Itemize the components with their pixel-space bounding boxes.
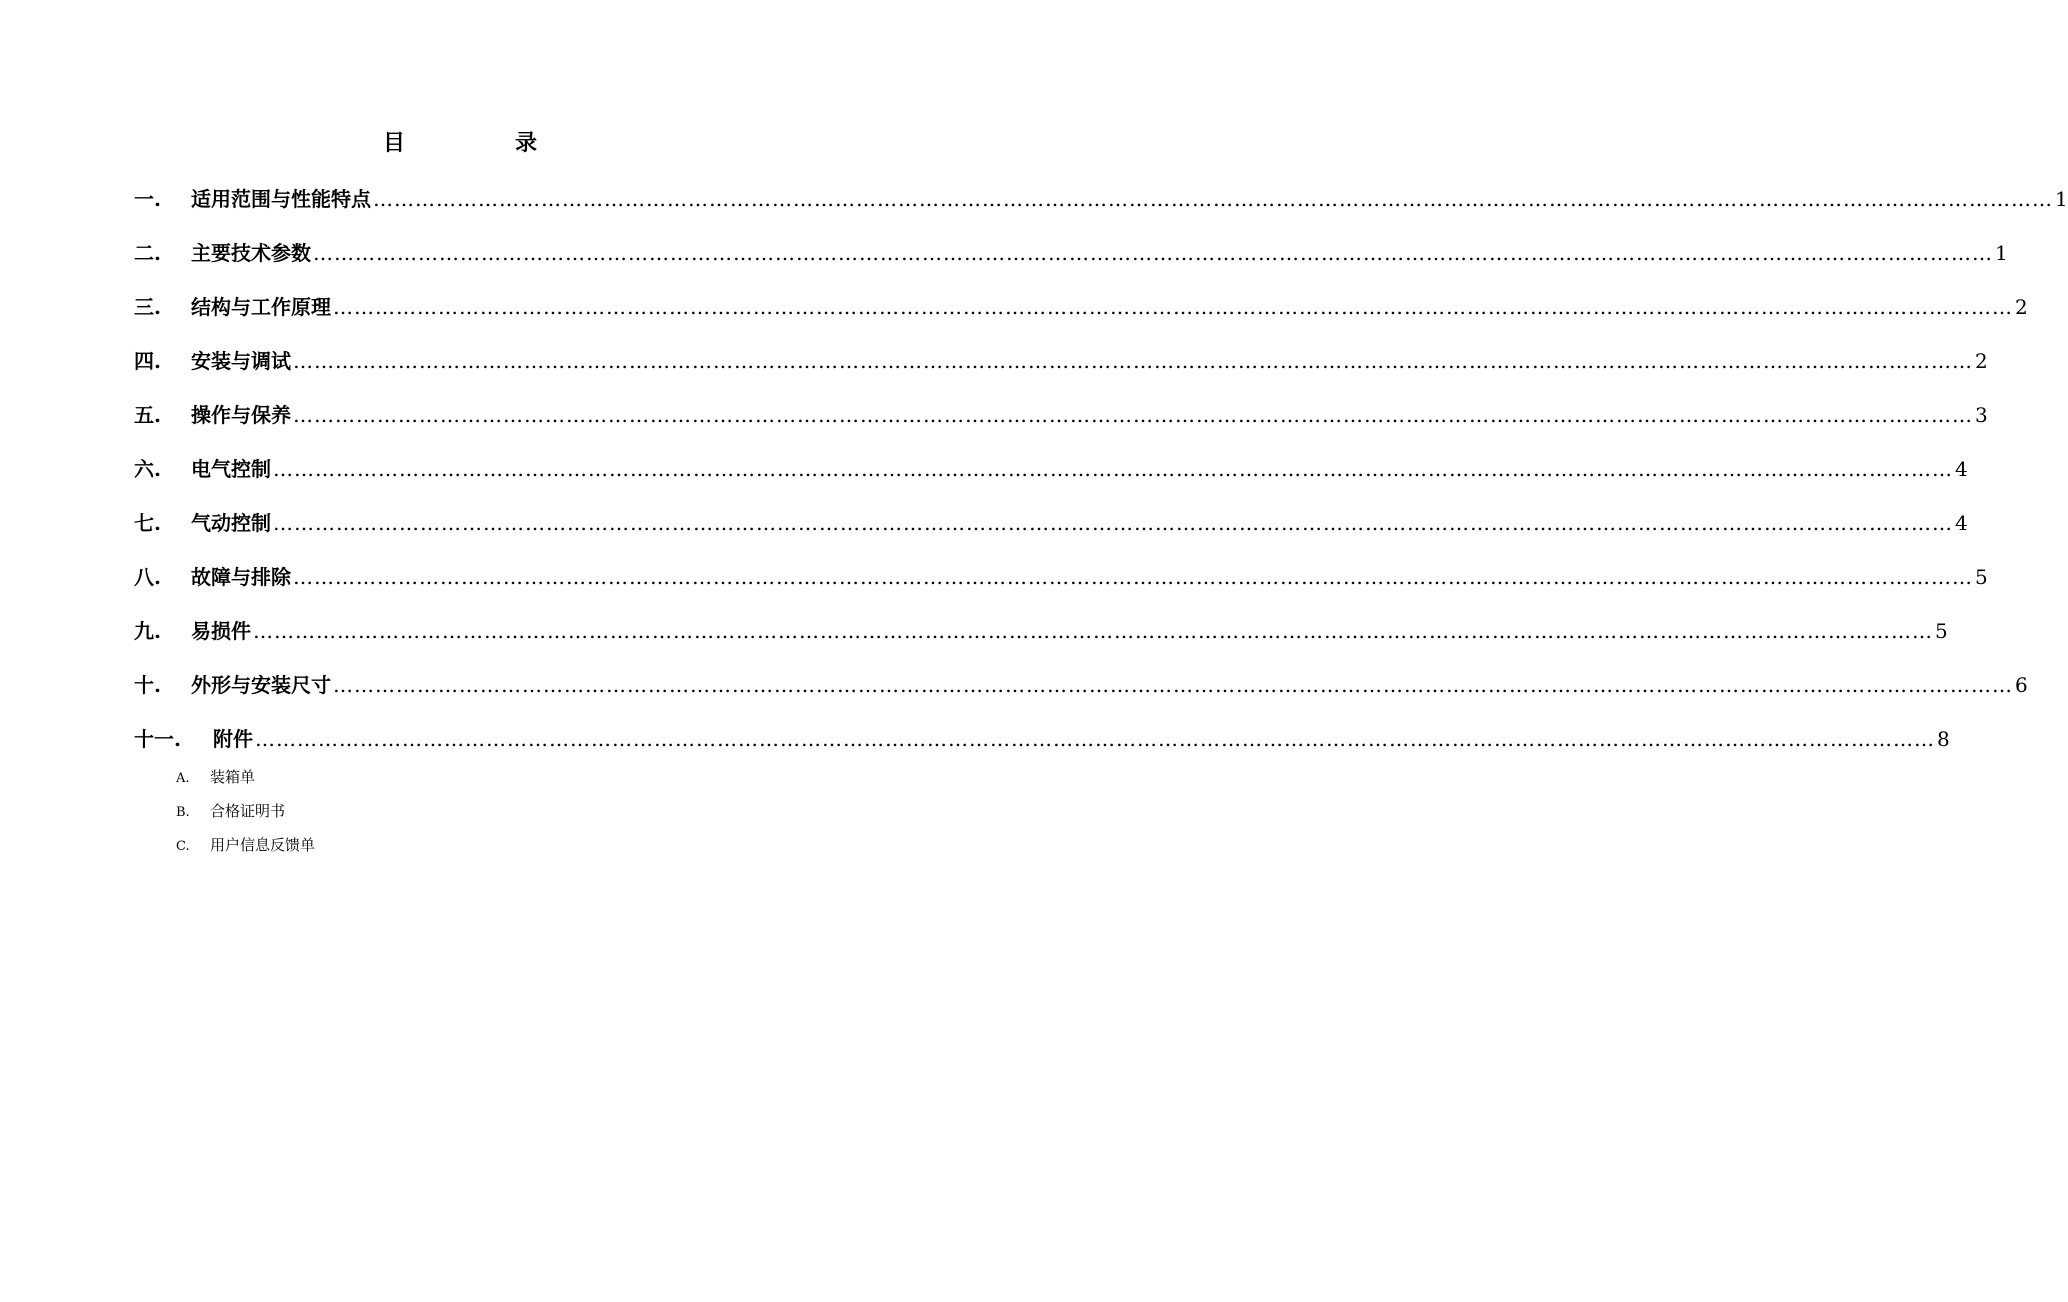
dot-leader: ……………………………………………………………………………………………………………………………………………………………………………………………………………………	[293, 565, 1973, 589]
toc-entry-number: 十一.	[134, 727, 181, 751]
toc-entry[interactable]	[134, 291, 2028, 345]
toc-entry-label: 主要技术参数	[191, 241, 311, 265]
toc-entry-number: 六.	[134, 457, 161, 481]
toc-entry-number: 五.	[134, 403, 161, 427]
toc-entry[interactable]	[134, 237, 2008, 291]
toc-entry[interactable]	[134, 669, 2028, 723]
toc-entry-label: 故障与排除	[191, 565, 291, 589]
toc-entry[interactable]	[134, 183, 2068, 237]
toc-entry-number: 十.	[134, 673, 161, 697]
dot-leader: ……………………………………………………………………………………………………………………………………………………………………………………………………………………	[333, 295, 2013, 319]
appendix-item[interactable]	[176, 765, 315, 799]
toc-entry-page: 2	[2015, 295, 2028, 319]
toc-entry[interactable]	[134, 561, 1988, 615]
toc-entry[interactable]	[134, 507, 1968, 561]
toc-entry[interactable]	[134, 399, 1988, 453]
appendix-item-label: 装箱单	[210, 768, 256, 786]
dot-leader: ……………………………………………………………………………………………………………………………………………………………………………………………………………………	[253, 619, 1933, 643]
toc-entry-number: 一.	[134, 187, 161, 211]
toc-entry-label: 结构与工作原理	[191, 295, 331, 319]
toc-entry-number: 四.	[134, 349, 161, 373]
dot-leader: ……………………………………………………………………………………………………………………………………………………………………………………………………………………	[273, 457, 1953, 481]
toc-entry-page: 5	[1935, 619, 1948, 643]
dot-leader: ……………………………………………………………………………………………………………………………………………………………………………………………………………………	[333, 673, 2013, 697]
toc-entry-label: 操作与保养	[191, 403, 291, 427]
appendix-item-label: 合格证明书	[210, 802, 286, 820]
toc-entry[interactable]	[134, 345, 1988, 399]
dot-leader: ……………………………………………………………………………………………………………………………………………………………………………………………………………………	[373, 187, 2053, 211]
toc-entry-page: 1	[1995, 241, 2008, 265]
toc-entry-number: 八.	[134, 565, 161, 589]
dot-leader: ……………………………………………………………………………………………………………………………………………………………………………………………………………………	[293, 349, 1973, 373]
dot-leader: ……………………………………………………………………………………………………………………………………………………………………………………………………………………	[255, 727, 1935, 751]
appendix-item-letter: B.	[176, 805, 190, 820]
toc-entry-page: 6	[2015, 673, 2028, 697]
page-title: 目 录	[382, 130, 581, 156]
toc-entry-number: 九.	[134, 619, 161, 643]
toc-entry-label: 适用范围与性能特点	[191, 187, 371, 211]
dot-leader: ……………………………………………………………………………………………………………………………………………………………………………………………………………………	[293, 403, 1973, 427]
dot-leader: ……………………………………………………………………………………………………………………………………………………………………………………………………………………	[273, 511, 1953, 535]
appendix-item-letter: C.	[176, 839, 190, 854]
toc-entry-label: 易损件	[191, 619, 251, 643]
toc-entry[interactable]	[134, 615, 1948, 669]
appendix-item-label: 用户信息反馈单	[210, 836, 316, 854]
toc-entry-page: 2	[1975, 349, 1988, 373]
toc-entry-label: 气动控制	[191, 511, 271, 535]
toc-entry-number: 三.	[134, 295, 161, 319]
toc-entry-page: 4	[1955, 457, 1968, 481]
toc-entry-page: 5	[1975, 565, 1988, 589]
appendix-list	[176, 765, 315, 867]
toc-entry-page: 3	[1975, 403, 1988, 427]
toc-entry-number: 二.	[134, 241, 161, 265]
toc-entry[interactable]	[134, 453, 1968, 507]
toc-entry-page: 4	[1955, 511, 1968, 535]
toc-entry-number: 七.	[134, 511, 161, 535]
dot-leader: ……………………………………………………………………………………………………………………………………………………………………………………………………………………	[313, 241, 1993, 265]
toc-entry-page: 8	[1937, 727, 1950, 751]
table-of-contents	[134, 183, 2068, 777]
toc-entry-label: 安装与调试	[191, 349, 291, 373]
toc-entry-label: 外形与安装尺寸	[191, 673, 331, 697]
appendix-item-letter: A.	[176, 771, 190, 786]
toc-entry-page: 1	[2055, 187, 2068, 211]
appendix-item[interactable]	[176, 799, 315, 833]
toc-entry-label: 电气控制	[191, 457, 271, 481]
toc-entry-label: 附件	[213, 727, 253, 751]
appendix-item[interactable]	[176, 833, 315, 867]
